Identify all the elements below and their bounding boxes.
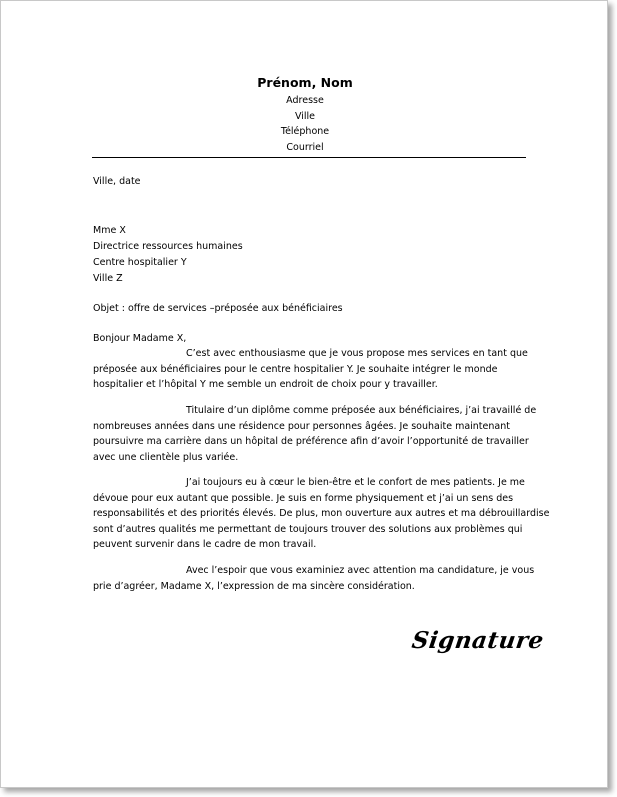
header-divider: [92, 157, 526, 158]
place-date: Ville, date: [93, 176, 141, 187]
body-paragraph-3: [93, 475, 550, 553]
signature: Signature: [410, 627, 546, 654]
paragraph-line: responsabilités et des priorités élevés. De plus, mon ouverture aux autres et ma débrouillardise: [93, 508, 550, 519]
paragraph-line: J’ai toujours eu à cœur le bien-être et le confort de mes patients. Je me: [186, 477, 525, 488]
sender-city: Ville: [294, 110, 316, 122]
paragraph-line: prie d’agréer, Madame X, l’expression de ma sincère considération.: [93, 580, 415, 592]
paragraph-line: avec une clientèle plus variée.: [93, 451, 239, 463]
letter-salutation: Bonjour Madame X,: [93, 333, 187, 344]
recipient-title: Directrice ressources humaines: [93, 241, 243, 252]
recipient-organization: Centre hospitalier Y: [93, 257, 187, 268]
paragraph-line: hospitalier et l’hôpital Y me semble un endroit de choix pour y travailler.: [93, 379, 438, 390]
paragraph-line: peuvent survenir dans le cadre de mon travail.: [93, 539, 317, 550]
paragraph-line: nombreuses années dans une résidence pour personnes âgées. Je souhaite maintenant: [93, 420, 510, 432]
paragraph-line: C’est avec enthousiasme que je vous propose mes services en tant que: [186, 348, 528, 359]
sender-email: Courriel: [286, 141, 324, 153]
recipient-city: Ville Z: [93, 273, 123, 284]
paragraph-line: poursuivre ma carrière dans un hôpital de préférence afin d’avoir l’opportunité de travailler: [93, 436, 529, 447]
paragraph-line: Avec l’espoir que vous examiniez avec attention ma candidature, je vous: [186, 565, 535, 576]
paragraph-line: sont d’autres qualités me permettant de toujours trouver des solutions aux problèmes qui: [93, 523, 523, 535]
sender-name: Prénom, Nom: [257, 75, 353, 90]
letter-subject: Objet : offre de services –préposée aux bénéficiaires: [93, 303, 343, 314]
paragraph-line: préposée aux bénéficiaires pour le centre hospitalier Y. Je souhaite intégrer le monde: [93, 363, 498, 375]
paragraph-line: Titulaire d’un diplôme comme préposée aux bénéficiaires, j’ai travaillé de: [186, 405, 537, 416]
sender-phone: Téléphone: [280, 126, 330, 137]
body-paragraph-2: [93, 403, 537, 465]
paragraph-line: dévoue pour eux autant que possible. Je suis en forme physiquement et j’ai un sens des: [93, 492, 514, 504]
recipient-name: Mme X: [93, 225, 126, 236]
body-paragraph-1: [93, 346, 528, 393]
body-paragraph-4: [93, 563, 535, 594]
sender-address: Adresse: [286, 95, 324, 106]
sender-header: [1, 75, 609, 155]
